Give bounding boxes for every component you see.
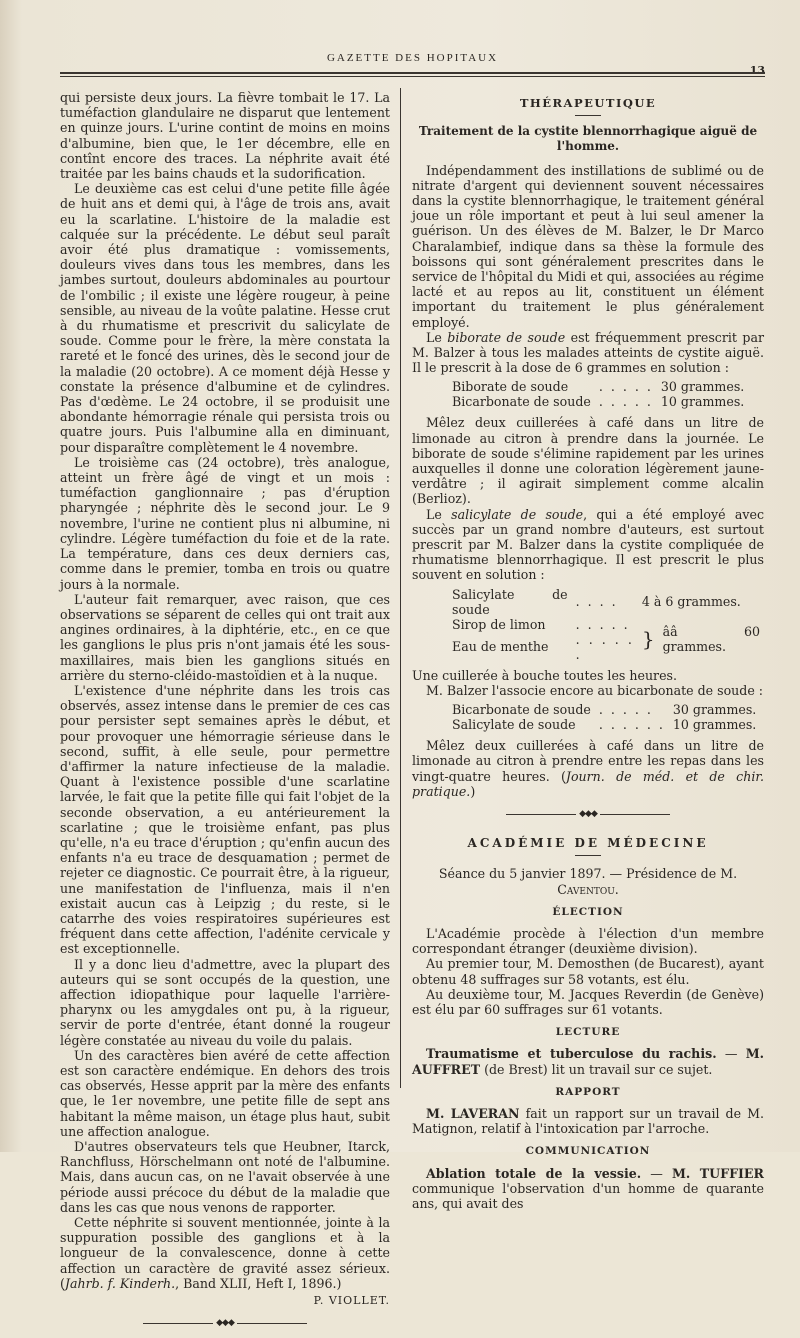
subheading-communication: COMMUNICATION xyxy=(525,1145,651,1158)
recipe-row xyxy=(448,702,760,717)
text: Mêlez deux cuillerées à café dans un litre de limonade au citron à prendre entre les repas dans les vingt-quatre heures. ( xyxy=(412,738,764,784)
recipe-quantity: 10 grammes. xyxy=(660,394,745,410)
recipe-item: Sirop de limon xyxy=(452,616,546,632)
recipe-item: Eau de menthe xyxy=(452,639,549,655)
ornament-divider: ◆◆◆ xyxy=(60,1316,390,1331)
session-line xyxy=(412,866,764,896)
header-rule-thin xyxy=(60,76,765,77)
recipe-row xyxy=(448,617,764,632)
recipe-row xyxy=(448,717,760,732)
citation: Jahrb. f. Kinderh. xyxy=(64,1275,176,1291)
recipe-row xyxy=(448,394,748,409)
recipe-table xyxy=(448,379,748,409)
paragraph xyxy=(412,1106,764,1136)
paragraph: Au deuxième tour, M. Jacques Reverdin (de Genève) est élu par 60 suffrages sur 61 votants. xyxy=(412,986,764,1018)
paragraph: Mêlez deux cuillerées à café dans un litre de limonade au citron à prendre dans la journée. Le biborate de soude s'élimine rapidement par les urines auxquelles il donne une coloration légèrement jaune-verdâtre ; il agirait simplement comme alcalin (Berlioz). xyxy=(412,415,764,507)
left-column xyxy=(60,90,390,1338)
item-title: Traumatisme et tuberculose du rachis. xyxy=(426,1046,717,1062)
page-number: 13 xyxy=(749,64,765,77)
recipe-item: Biborate de soude xyxy=(452,379,569,395)
citation: Journ. de méd. et de chir. pratique. xyxy=(412,768,764,799)
subheading-election: ÉLECTION xyxy=(552,905,624,918)
recipe-dots: . . . . . . xyxy=(598,717,665,733)
text: , qui a été employé avec succès par un grand nombre d'auteurs, est surtout prescrit par M. Balzer dans la cystite compliquée de rhumatisme blennorrhagique. Il est prescrit le plus souvent en solution : xyxy=(412,506,764,583)
paragraph: Au premier tour, M. Demosthen (de Bucarest), ayant obtenu 48 suffrages sur 58 votants, est élu. xyxy=(412,956,764,987)
text: est fréquemment prescrit par M. Balzer à tous les malades atteints de cystite aiguë. Il le prescrit à la dose de 6 grammes en solution : xyxy=(412,329,765,376)
text: — xyxy=(716,1046,746,1062)
recipe-row xyxy=(448,379,748,394)
recipe-dots: . . . . . xyxy=(598,379,653,395)
text: fait un rapport sur un travail de M. Matignon, relatif à l'intoxication par l'arroche. xyxy=(412,1106,764,1137)
paragraph xyxy=(412,1166,764,1212)
recipe-dots: . . . . . xyxy=(575,616,630,632)
item-title: Ablation totale de la vessie. xyxy=(426,1165,642,1181)
paragraph: L'auteur fait remarquer, avec raison, que ces observations se séparent de celles qui ont trait aux angines ordinaires, à la diphtérie, etc., en ce que les ganglions le plus pris n'ont jamais été les sous-maxillaires, mais bien les ganglions situés en arrière du sterno-cléido-mastoïdien et à la nuque. xyxy=(60,591,390,683)
paragraph: L'existence d'une néphrite dans les trois cas observés, assez intense dans le premier de ces cas pour persister sept semaines après le début, et pour provoquer une hémorragie sérieuse dans le second, suffit, à elle seule, pour permettre d'affirmer la nature infectieuse de la maladie. Quant à l'existence possible d'une scarlatine larvée, le fait que la petite fille qui fait l'objet de la seconde observation, a eu antérieurement la scarlatine ; que le troisième enfant, pas plus qu'elle, n'a eu trace d'éruption ; qu'enfin aucun des enfants n'a eu trace de desquamation ; permet de rejeter ce diagnostic. Ce pourrait être, à la rigueur, une manifestation de l'influenza, mais il n'en existait aucun cas à Leipzig ; du reste, si le catarrhe des voies respiratoires supérieures est fréquent dans cette affection, l'adénite cervicale y est exceptionnelle. xyxy=(60,682,390,957)
recipe-quantity: 10 grammes. xyxy=(672,717,757,733)
paragraph: M. Balzer l'associe encore au bicarbonate de soude : xyxy=(426,682,764,698)
recipe-item: Salicylate de soude xyxy=(452,717,576,733)
recipe-brace: } xyxy=(641,626,655,651)
recipe-dots: . . . . . xyxy=(598,394,653,410)
subheading-rapport: RAPPORT xyxy=(555,1085,621,1098)
section-heading-therapeutique: THÉRAPEUTIQUE xyxy=(519,96,657,110)
text: Le xyxy=(426,329,448,345)
paragraph: Indépendamment des instillations de sublimé ou de nitrate d'argent qui deviennent souvent nécessaires dans la cystite blennorrhagique, le traitement général joue un rôle important et peut à lui seul amener la guérison. Un des élèves de M. Balzer, le Dr Marco Charalambief, indique dans sa thèse la formule des boissons qui sont généralement prescrites dans le service de l'hôpital du Midi et qui, associées au régime lacté et au repos au lit, constituent un élément important du traitement le plus généralement employé. xyxy=(412,162,764,330)
paragraph xyxy=(60,1215,390,1291)
speaker-name: M. AUFFRET xyxy=(412,1046,765,1077)
paragraph: L'Académie procède à l'élection d'un membre correspondant étranger (deuxième division). xyxy=(412,926,764,957)
text: Séance du 5 janvier 1897. — Présidence de M. xyxy=(438,866,738,882)
paragraph xyxy=(412,507,764,583)
paragraph xyxy=(412,738,764,799)
text: Cette néphrite si souvent mentionnée, jointe à la suppuration possible des ganglions et à la longueur de la convalescence, donne à cette affection un caractère de gravité assez sérieux. ( xyxy=(60,1215,390,1291)
recipe-table xyxy=(448,587,764,662)
recipe-dots: . . . . . . xyxy=(575,631,634,662)
speaker-name: M. LAVERAN xyxy=(426,1106,520,1122)
paragraph xyxy=(412,330,764,376)
paragraph: Un des caractères bien avéré de cette affection est son caractère endémique. En dehors des trois cas observés, Hesse apprit par la mère des enfants que, le 1er novembre, une petite fille de sept ans habitant la même maison, un étage plus haut, subit une affection analogue. xyxy=(60,1047,390,1139)
recipe-dots: . . . . . xyxy=(598,702,653,718)
drug-name: biborate de soude xyxy=(447,329,566,345)
recipe-quantity: 4 à 6 grammes. xyxy=(641,594,741,610)
recipe-table xyxy=(448,702,760,732)
column-divider xyxy=(400,88,401,1088)
recipe-item: Bicarbonate de soude xyxy=(452,702,591,718)
paragraph: Une cuillerée à bouche toutes les heures. xyxy=(412,667,677,683)
recipe-row xyxy=(448,587,764,617)
paragraph: qui persiste deux jours. La fièvre tombait le 17. La tuméfaction glandulaire ne disparut que lentement en quinze jours. L'urine contint de moins en moins d'albumine, bien que, le 1er décembre, elle en contînt encore des traces. La néphrite avait été traitée par les bains chauds et la sudorification. xyxy=(60,90,390,182)
header-rule xyxy=(60,72,765,74)
text: . xyxy=(614,881,619,897)
recipe-quantity: 30 grammes. xyxy=(660,379,745,395)
page-header xyxy=(60,52,765,82)
recipe-quantity: ââ 60 grammes. xyxy=(662,624,760,655)
section-heading-academie: ACADÉMIE DE MÉDECINE xyxy=(467,836,709,851)
short-rule xyxy=(575,855,601,856)
short-rule xyxy=(575,115,601,116)
drug-name: salicylate de soude xyxy=(451,506,584,522)
paragraph: Le deuxième cas est celui d'une petite fille âgée de huit ans et demi qui, à l'âge de trois ans, avait eu la scarlatine. L'histoire de la maladie est calquée sur la précédente. Le début seul paraît avoir été plus dramatique : vomissements, douleurs vives dans tous les membres, dans les jambes surtout, douleurs abdominales au pourtour de l'ombilic ; il existe une légère rougeur, à peine sensible, au niveau de la voûte palatine. Hesse crut à du rhumatisme et prescrivit du salicylate de soude. Comme pour le frère, la mère constata la rareté et le foncé des urines, dès le second jour de la maladie (20 octobre). A ce moment déjà Hesse y constate la présence d'albumine et de cylindres. Pas d'œdème. Le 24 octobre, il se produisit une abondante hémorragie rénale qui persista trois ou quatre jours. Puis l'albumine alla en diminuant, pour disparaître complètement le 4 novembre. xyxy=(60,181,390,455)
text: , Band XLII, Heft I, 1896.) xyxy=(175,1275,342,1291)
text: communique l'observation d'un homme de quarante ans, qui avait des xyxy=(412,1180,764,1212)
paragraph: D'autres observateurs tels que Heubner, Itarck, Ranchfluss, Hörschelmann ont noté de l'albumine. Mais, dans aucun cas, on ne l'avait observée à une période aussi précoce du début de la maladie que dans les cas que nous venons de rapporter. xyxy=(60,1139,390,1215)
recipe-item: Bicarbonate de soude xyxy=(452,394,591,410)
paragraph: Il y a donc lieu d'admettre, avec la plupart des auteurs qui se sont occupés de la question, une affection idiopathique pour laquelle l'arrière-pharynx ou les amygdales ont pu, à la rigueur, servir de porte d'entrée, étant donné la rougeur légère constatée au niveau du voile du palais. xyxy=(60,956,390,1048)
author-signature: P. VIOLLET. xyxy=(313,1294,390,1308)
recipe-dots: . . . . xyxy=(575,594,618,610)
text: — xyxy=(641,1165,672,1181)
recipe-item: Salicylate de soude xyxy=(452,586,568,617)
subheading-lecture: LECTURE xyxy=(555,1026,621,1039)
text: (de Brest) lit un travail sur ce sujet. xyxy=(480,1061,713,1077)
article-title: Traitement de la cystite blennorrhagique aiguë de l'homme. xyxy=(418,124,758,154)
speaker-name: M. TUFFIER xyxy=(671,1165,765,1181)
paragraph: Le troisième cas (24 octobre), très analogue, atteint un frère âgé de vingt et un mois : tuméfaction ganglionnaire ; pas d'éruption pharyngée ; néphrite dès le second jour. Le 9 novembre, l'urine ne contient plus ni albumine, ni cylindre. Légère tuméfaction du foie et de la rate. La température, dans ces deux derniers cas, comme dans le premier, tomba en trois ou quatre jours à la normale. xyxy=(60,454,390,592)
running-head: GAZETTE DES HOPITAUX xyxy=(326,52,499,64)
president-name: Caventou xyxy=(557,881,615,897)
text: ) xyxy=(470,783,476,799)
right-column xyxy=(412,90,764,1211)
paragraph xyxy=(412,1046,764,1076)
ornament-divider: ◆◆◆ xyxy=(412,807,764,822)
text: Le xyxy=(426,506,452,522)
recipe-quantity: 30 grammes. xyxy=(672,702,757,718)
